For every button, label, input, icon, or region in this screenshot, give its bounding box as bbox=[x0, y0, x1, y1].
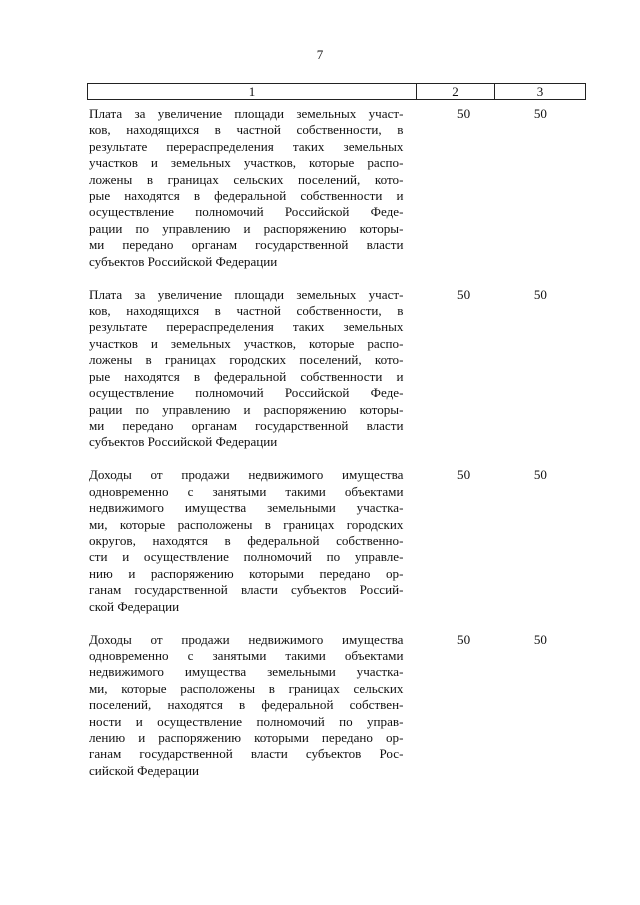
text-line: ганам государственной власти субъектов Россий- bbox=[89, 582, 404, 598]
text-line: одновременно с занятыми такими объектами bbox=[89, 483, 404, 499]
text-line: ми передано органам государственной власти bbox=[89, 237, 404, 253]
text-line: рации по управлению и распоряжению которы- bbox=[89, 220, 404, 236]
text-line: ложены в границах сельских поселений, кото- bbox=[89, 171, 404, 187]
row-value-col-3: 50 bbox=[533, 286, 547, 302]
table-body bbox=[89, 106, 585, 779]
text-line: ганам государственной власти субъектов Рос- bbox=[89, 746, 404, 762]
text-line: субъектов Российской Федерации bbox=[89, 434, 278, 450]
text-line: ской Федерации bbox=[89, 598, 180, 614]
text-line: ложены в границах городских поселений, кото- bbox=[89, 352, 404, 368]
row-value-col-3: 50 bbox=[533, 631, 547, 647]
text-line: недвижимого имущества земельными участка- bbox=[89, 500, 404, 516]
text-line: недвижимого имущества земельными участка- bbox=[89, 664, 404, 680]
text-line: субъектов Российской Федерации bbox=[89, 253, 278, 269]
page-number: 7 bbox=[316, 47, 324, 62]
table-row bbox=[89, 632, 585, 780]
text-line: ков, находящихся в частной собственности, в bbox=[89, 303, 404, 319]
text-line: осуществление полномочий Российской Феде- bbox=[89, 204, 404, 220]
row-value-col-3: 50 bbox=[533, 106, 547, 121]
text-line: результате перераспределения таких земельных bbox=[89, 319, 404, 335]
text-line: результате перераспределения таких земельных bbox=[89, 138, 404, 154]
text-line: сти и осуществление полномочий по управле- bbox=[89, 549, 404, 565]
text-line: ми, которые расположены в границах городских bbox=[89, 516, 404, 532]
text-line: нию и распоряжению которыми передано ор- bbox=[89, 565, 404, 581]
row-value-col-2: 50 bbox=[457, 286, 471, 302]
row-description bbox=[89, 287, 403, 451]
row-description bbox=[89, 467, 403, 615]
table-row bbox=[89, 467, 585, 615]
text-line: одновременно с занятыми такими объектами bbox=[89, 647, 404, 663]
row-value-col-3: 50 bbox=[533, 467, 547, 483]
table-header-row bbox=[88, 84, 586, 100]
text-line: Плата за увеличение площади земельных участ- bbox=[89, 106, 404, 121]
row-value-col-2: 50 bbox=[457, 106, 471, 121]
text-line: поселений, находятся в федеральной собствен- bbox=[89, 697, 404, 713]
text-line: рые находятся в федеральной собственности и bbox=[89, 188, 404, 204]
text-line: участков и земельных участков, которые распо- bbox=[89, 155, 404, 171]
header-col-3: 3 bbox=[495, 84, 586, 100]
text-line: рации по управлению и распоряжению которы- bbox=[89, 401, 404, 417]
text-line: Доходы от продажи недвижимого имущества bbox=[89, 467, 404, 483]
row-description bbox=[89, 632, 403, 780]
text-line: Плата за увеличение площади земельных участ- bbox=[89, 286, 404, 302]
text-line: сийской Федерации bbox=[89, 762, 199, 778]
text-line: участков и земельных участков, которые распо- bbox=[89, 335, 404, 351]
table-header bbox=[87, 83, 586, 100]
header-col-1: 1 bbox=[88, 84, 417, 100]
row-description bbox=[89, 106, 403, 270]
text-line: осуществление полномочий Российской Феде- bbox=[89, 385, 404, 401]
text-line: рые находятся в федеральной собственности и bbox=[89, 368, 404, 384]
table-row bbox=[89, 106, 585, 270]
header-col-2: 2 bbox=[417, 84, 495, 100]
table-row bbox=[89, 287, 585, 451]
row-value-col-2: 50 bbox=[457, 467, 471, 483]
row-value-col-2: 50 bbox=[457, 631, 471, 647]
text-line: ности и осуществление полномочий по управ- bbox=[89, 713, 404, 729]
text-line: ми передано органам государственной власти bbox=[89, 417, 404, 433]
text-line: ми, которые расположены в границах сельских bbox=[89, 680, 404, 696]
text-line: лению и распоряжению которыми передано ор- bbox=[89, 730, 404, 745]
text-line: Доходы от продажи недвижимого имущества bbox=[89, 631, 404, 647]
text-line: округов, находятся в федеральной собственно- bbox=[89, 532, 404, 548]
text-line: ков, находящихся в частной собственности, в bbox=[89, 122, 404, 138]
